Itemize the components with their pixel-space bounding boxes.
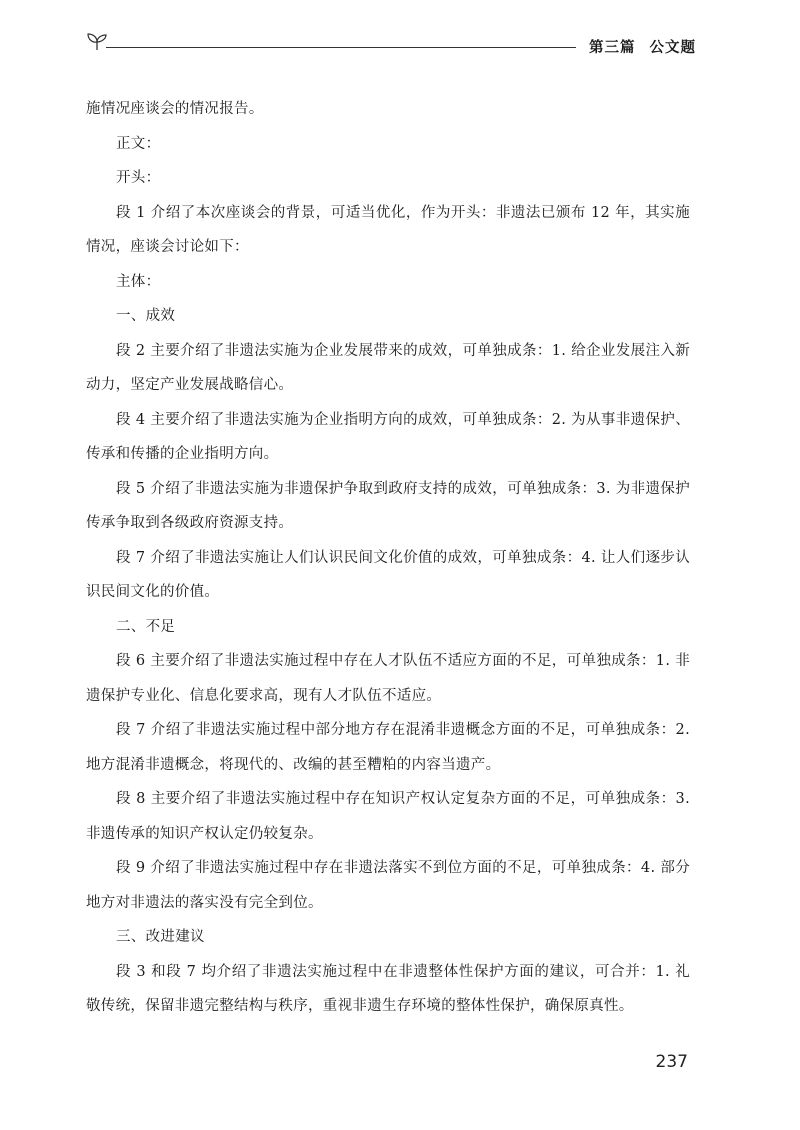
section-heading: 一、成效 — [116, 308, 176, 324]
header-chapter: 公文题 — [649, 40, 696, 56]
section-heading: 三、改进建议 — [116, 929, 205, 945]
header-section: 第三篇 — [589, 40, 636, 56]
paragraph: 段 2 主要介绍了非遗法实施为企业发展带来的成效，可单独成条：1. 给企业发展注入新动力，坚定产业发展战略信心。 — [86, 342, 690, 393]
paragraph: 段 7 介绍了非遗法实施过程中部分地方存在混淆非遗概念方面的不足，可单独成条：2. 地方混淆非遗概念，将现代的、改编的甚至糟粕的内容当遗产。 — [86, 722, 690, 773]
running-header — [86, 30, 696, 60]
page-body — [86, 92, 690, 1024]
paragraph: 正文： — [116, 135, 161, 152]
paragraph: 段 6 主要介绍了非遗法实施过程中存在人才队伍不适应方面的不足，可单独成条：1. 非遗保护专业化、信息化要求高，现有人才队伍不适应。 — [86, 653, 690, 704]
page-number: 237 — [655, 1052, 688, 1072]
paragraph: 段 8 主要介绍了非遗法实施过程中存在知识产权认定复杂方面的不足，可单独成条：3. 非遗传承的知识产权认定仍较复杂。 — [86, 791, 690, 842]
paragraph: 段 7 介绍了非遗法实施让人们认识民间文化价值的成效，可单独成条：4. 让人们逐步认识民间文化的价值。 — [86, 549, 690, 600]
header-rule — [106, 47, 576, 48]
paragraph: 段 9 介绍了非遗法实施过程中存在非遗法落实不到位方面的不足，可单独成条：4. 部分地方对非遗法的落实没有完全到位。 — [86, 860, 690, 911]
paragraph: 段 5 介绍了非遗法实施为非遗保护争取到政府支持的成效，可单独成条：3. 为非遗保护传承争取到各级政府资源支持。 — [86, 480, 690, 531]
paragraph: 段 4 主要介绍了非遗法实施为企业指明方向的成效，可单独成条：2. 为从事非遗保护、传承和传播的企业指明方向。 — [86, 411, 690, 462]
header-title — [589, 36, 696, 57]
paragraph: 段 1 介绍了本次座谈会的背景，可适当优化，作为开头：非遗法已颁布 12 年，其实施情况，座谈会讨论如下： — [86, 204, 690, 255]
paragraph: 施情况座谈会的情况报告。 — [86, 101, 264, 117]
paragraph: 段 3 和段 7 均介绍了非遗法实施过程中在非遗整体性保护方面的建议，可合并：1. 礼敬传统，保留非遗完整结构与秩序，重视非遗生存环境的整体性保护，确保原真性。 — [86, 963, 690, 1014]
section-heading: 二、不足 — [116, 618, 176, 635]
paragraph: 开头： — [116, 170, 161, 186]
sprout-icon — [86, 30, 108, 52]
paragraph: 主体： — [116, 273, 161, 290]
